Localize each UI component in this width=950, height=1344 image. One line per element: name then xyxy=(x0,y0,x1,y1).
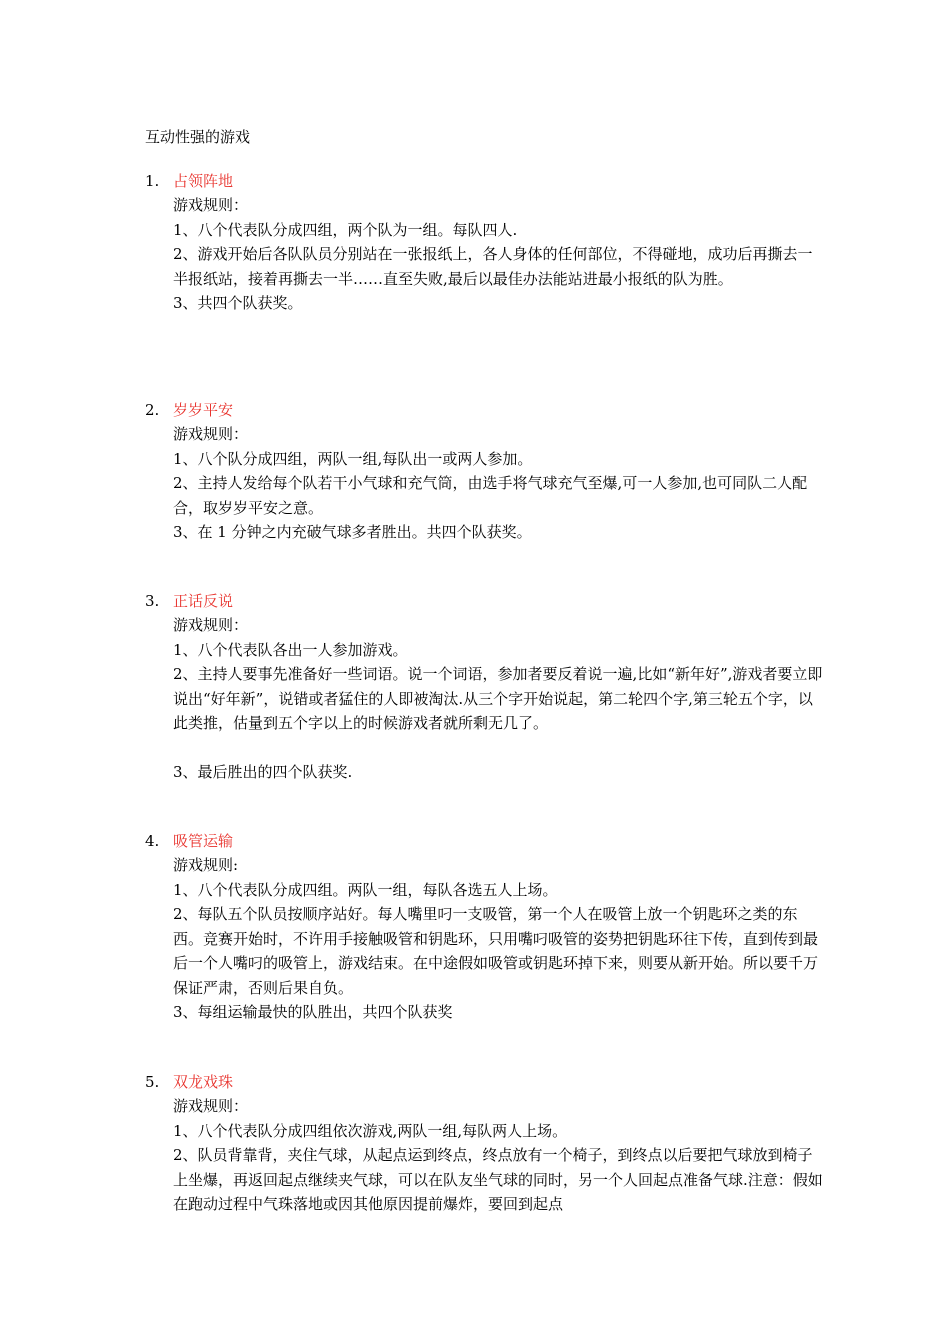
rules-label: 游戏规则： xyxy=(173,616,249,634)
section-body xyxy=(173,1094,825,1217)
section-title: 正话反说 xyxy=(173,592,234,610)
section-heading xyxy=(145,1070,825,1094)
section-number: 3. xyxy=(145,592,160,610)
section-heading xyxy=(145,398,825,422)
section-2 xyxy=(145,398,825,545)
rule-item: 1、八个队分成四组，两队一组,每队出一或两人参加。 xyxy=(173,449,533,468)
rules-label: 游戏规则: xyxy=(173,856,239,874)
section-body xyxy=(173,422,825,545)
rule-item: 1、八个代表队分成四组依次游戏,两队一组,每队两人上场。 xyxy=(173,1121,568,1140)
rule-item: 2、主持人要事先准备好一些词语。说一个词语，参加者要反着说一遍,比如“新年好”,游戏者要立即说出“好年新”，说错或者猛住的人即被淘汰.从三个字开始说起，第二轮四个字,第三轮五个字，以此类推，估量到五个字以上的时候游戏者就所剩无几了。 xyxy=(173,665,823,732)
rule-item: 2、队员背靠背，夹住气球，从起点运到终点，终点放有一个椅子，到终点以后要把气球放到椅子上坐爆，再返回起点继续夹气球，可以在队友坐气球的同时，另一个人回起点准备气球.注意：假如在跑动过程中气珠落地或因其他原因提前爆炸，要回到起点 xyxy=(173,1146,823,1213)
section-5 xyxy=(145,1070,825,1217)
rule-item: 3、每组运输最快的队胜出，共四个队获奖 xyxy=(173,1003,453,1021)
rule-item: 3、在 1 分钟之内充破气球多者胜出。共四个队获奖。 xyxy=(173,523,532,541)
rule-item: 2、主持人发给每个队若干小气球和充气筒，由选手将气球充气至爆,可一人参加,也可同队二人配合，取岁岁平安之意。 xyxy=(173,474,808,517)
section-number: 4. xyxy=(145,832,160,850)
rule-item: 3、共四个队获奖。 xyxy=(173,294,303,312)
section-title: 双龙戏珠 xyxy=(173,1073,234,1091)
rule-item: 3、最后胜出的四个队获奖. xyxy=(173,763,353,781)
section-number: 5. xyxy=(145,1073,160,1091)
rules-label: 游戏规则： xyxy=(173,1097,249,1115)
rule-item: 2、游戏开始后各队队员分别站在一张报纸上，各人身体的任何部位，不得碰地，成功后再撕去一半报纸站，接着再撕去一半……直至失败,最后以最佳办法能站进最小报纸的队为胜。 xyxy=(173,245,813,288)
section-heading xyxy=(145,829,825,853)
rule-item: 1、八个代表队分成四组，两个队为一组。每队四人. xyxy=(173,220,518,239)
section-title: 吸管运输 xyxy=(173,832,234,850)
section-heading xyxy=(145,589,825,613)
rule-item: 1、八个代表队各出一人参加游戏。 xyxy=(173,640,408,659)
section-4 xyxy=(145,829,825,1025)
section-body xyxy=(173,613,825,785)
rule-item: 2、每队五个队员按顺序站好。每人嘴里叼一支吸管，第一个人在吸管上放一个钥匙环之类的东西。竞赛开始时，不许用手接触吸管和钥匙环，只用嘴叼吸管的姿势把钥匙环往下传，直到传到最后一个人嘴叼的吸管上，游戏结束。在中途假如吸管或钥匙环掉下来，则要从新开始。所以要千万保证严肃，否则后果自负。 xyxy=(173,905,819,997)
rules-label: 游戏规则： xyxy=(173,425,249,443)
section-body xyxy=(173,193,825,316)
section-body xyxy=(173,853,825,1025)
section-title: 占领阵地 xyxy=(173,172,234,190)
section-3 xyxy=(145,589,825,785)
rules-label: 游戏规则： xyxy=(173,196,249,214)
paragraph-spacer xyxy=(173,736,825,761)
section-title: 岁岁平安 xyxy=(173,401,234,419)
rule-item: 1、八个代表队分成四组。两队一组，每队各选五人上场。 xyxy=(173,880,558,899)
section-number: 1. xyxy=(145,172,160,190)
section-heading xyxy=(145,169,825,193)
section-number: 2. xyxy=(145,401,160,419)
document-title: 互动性强的游戏 xyxy=(145,128,251,146)
section-1 xyxy=(145,169,825,316)
